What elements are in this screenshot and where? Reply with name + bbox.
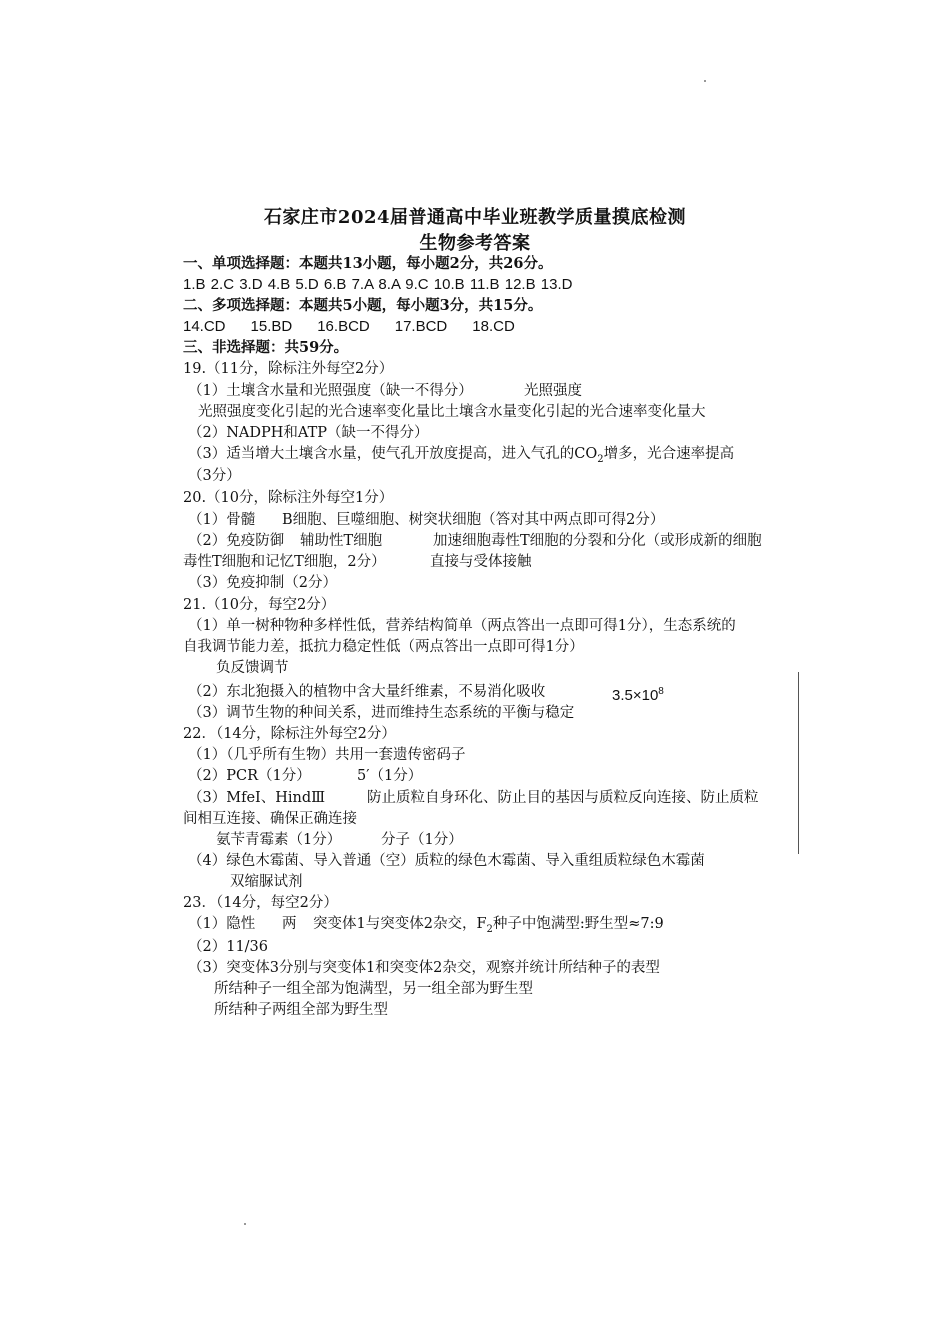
section1-heading: 一、单项选择题：本题共13小题，每小题2分，共26分。 <box>183 255 553 272</box>
q21-answer-1c: 负反馈调节 <box>216 660 289 676</box>
q21-answer-2b <box>612 682 664 706</box>
q21-answer-1a: （1）单一树种物种多样性低，营养结构简单（两点答出一点即可得1分），生态系统的 <box>188 618 736 634</box>
q22-answer-4a: （4）绿色木霉菌、导入普通（空）质粒的绿色木霉菌、导入重组质粒绿色木霉菌 <box>188 853 705 869</box>
q20-answer-2a: （2）免疫防御 <box>188 533 285 549</box>
q20-answer-2b: 辅助性T细胞 <box>300 533 383 549</box>
q23-answer-1b: 两 <box>282 916 297 932</box>
q19-answer-1c: 光照强度变化引起的光合速率变化量比土壤含水量变化引起的光合速率变化量大 <box>198 404 706 420</box>
q19-answer-1a: （1）土壤含水量和光照强度（缺一不得分） <box>188 383 473 399</box>
q20-answer-2d: 毒性T细胞和记忆T细胞，2分） <box>183 554 386 570</box>
q23-answer-2: （2）11/36 <box>188 939 269 955</box>
q19-answer-3-text: （3）适当增大土壤含水量，使气孔开放度提高，进入气孔的CO <box>188 446 598 462</box>
q23-answer-3c: 所结种子两组全部为野生型 <box>214 1002 388 1018</box>
q20-heading: 20.（10分，除标注外每空1分） <box>183 490 394 506</box>
q21-answer-3: （3）调节生物的种间关系，进而维持生态系统的平衡与稳定 <box>188 705 575 721</box>
document-title: 石家庄市2024届普通高中毕业班教学质量摸底检测 <box>263 207 687 228</box>
q21-answer-1b: 自我调节能力差，抵抗力稳定性低（两点答出一点即可得1分） <box>183 639 584 655</box>
scan-speck <box>244 1223 246 1225</box>
q20-answer-2e: 直接与受体接触 <box>430 554 532 570</box>
q23-answer-3b: 所结种子一组全部为饱满型，另一组全部为野生型 <box>214 981 533 997</box>
q20-answer-1a: （1）骨髓 <box>188 512 256 528</box>
q19-answer-3 <box>188 444 734 470</box>
q22-answer-1: （1）（几乎所有生物）共用一套遗传密码子 <box>188 747 466 763</box>
section3-heading: 三、非选择题：共59分。 <box>183 339 349 356</box>
q20-answer-3: （3）免疫抑制（2分） <box>188 575 337 591</box>
q22-answer-3e: 分子（1分） <box>381 832 463 848</box>
q23-heading: 23．（14分，每空2分） <box>183 895 338 911</box>
q23-answer-1c <box>313 914 664 940</box>
q23-answer-3a: （3）突变体3分别与突变体1和突变体2杂交，观察并统计所结种子的表型 <box>188 960 660 976</box>
q22-answer-4b: 双缩脲试剂 <box>230 874 303 890</box>
f2-subscript: 2 <box>486 923 493 935</box>
q21-heading: 21.（10分，每空2分） <box>183 597 336 613</box>
q19-answer-1b: 光照强度 <box>524 383 582 399</box>
scan-speck <box>704 80 706 82</box>
q22-heading: 22．（14分，除标注外每空2分） <box>183 726 396 742</box>
q21-value: 3.5×10 <box>612 687 659 704</box>
q19-answer-3-text-end: 增多，光合速率提高 <box>603 446 735 462</box>
scan-margin-line <box>798 672 799 854</box>
section2-answers: 14.CD 15.BD 16.BCD 17.BCD 18.CD <box>183 318 515 335</box>
document-subtitle: 生物参考答案 <box>419 233 531 254</box>
q22-answer-3a: （3）MfeⅠ、HindⅢ <box>188 790 326 806</box>
q21-exponent: 8 <box>658 686 664 697</box>
q22-answer-2a: （2）PCR（1分） <box>188 768 311 784</box>
section2-heading: 二、多项选择题：本题共5小题，每小题3分，共15分。 <box>183 297 543 314</box>
q19-answer-2: （2）NADPH和ATP（缺一不得分） <box>188 425 429 441</box>
co2-subscript: 2 <box>597 453 604 465</box>
q22-answer-2b: 5′（1分） <box>357 768 423 784</box>
q20-answer-1b: B细胞、巨噬细胞、树突状细胞（答对其中两点即可得2分） <box>282 512 665 528</box>
q22-answer-3c: 间相互连接、确保正确连接 <box>183 811 357 827</box>
q22-answer-3d: 氨苄青霉素（1分） <box>216 832 342 848</box>
q19-heading: 19.（11分，除标注外每空2分） <box>183 361 394 377</box>
q19-answer-3-points: （3分） <box>188 468 241 484</box>
q20-answer-2c: 加速细胞毒性T细胞的分裂和分化（或形成新的细胞 <box>433 533 762 549</box>
q23-answer-1c-text-end: 种子中饱满型:野生型≈7:9 <box>492 916 664 932</box>
section1-answers: 1.B 2.C 3.D 4.B 5.D 6.B 7.A 8.A 9.C 10.B 11.B 12.B 13.D <box>183 276 573 293</box>
q22-answer-3b: 防止质粒自身环化、防止目的基因与质粒反向连接、防止质粒 <box>367 790 759 806</box>
q23-answer-1c-text: 突变体1与突变体2杂交，F <box>313 916 487 932</box>
q23-answer-1a: （1）隐性 <box>188 916 256 932</box>
q21-answer-2a: （2）东北狍摄入的植物中含大量纤维素，不易消化吸收 <box>188 684 546 700</box>
